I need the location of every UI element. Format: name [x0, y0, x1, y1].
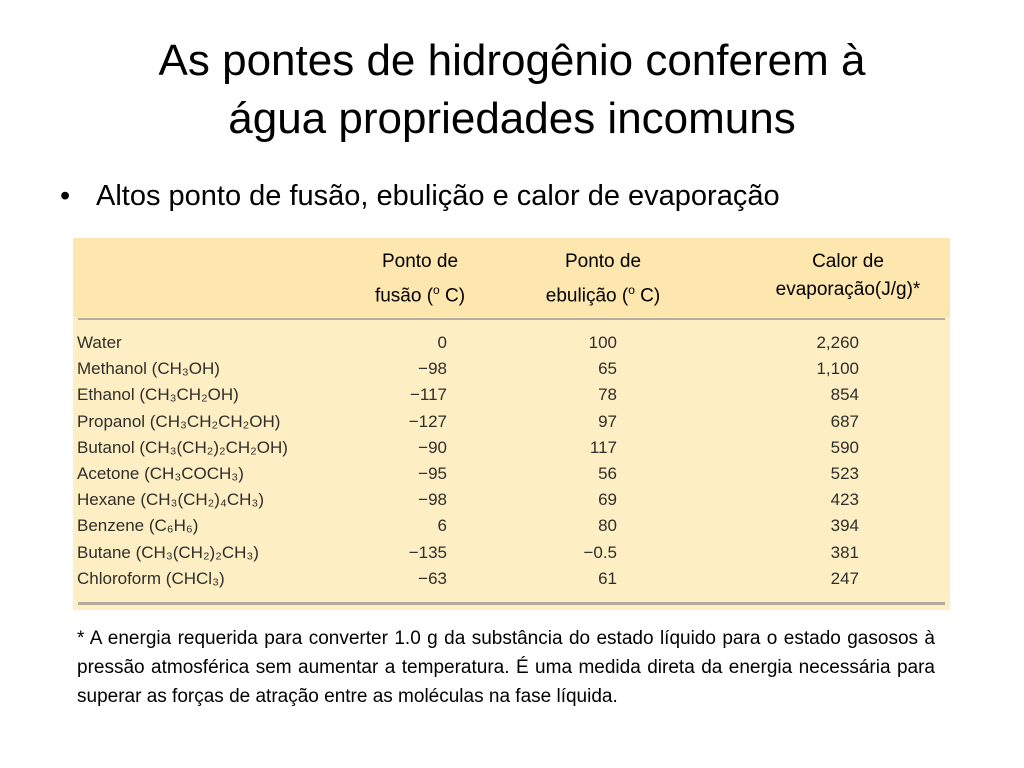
row-name: Water [77, 333, 122, 352]
row-evaporation: 423 [830, 490, 859, 510]
row-melting: −63 [418, 568, 447, 588]
row-name: Methanol (CH₃OH) [77, 359, 220, 379]
title-line-1: As pontes de hidrogênio conferem à [158, 36, 866, 85]
header-melting-point [353, 248, 487, 310]
row-melting: −95 [418, 463, 447, 483]
row-name: Chloroform (CHCl₃) [77, 568, 225, 588]
row-melting: 6 [437, 516, 447, 536]
row-boiling: 56 [598, 463, 617, 483]
slide-title [0, 32, 1024, 148]
row-melting: −98 [418, 359, 447, 379]
row-evaporation: 687 [830, 411, 859, 431]
header-boiling-text: ebulição ( [545, 285, 629, 307]
row-name: Propanol (CH₃CH₂CH₂OH) [77, 411, 281, 431]
row-evaporation: 1,100 [816, 359, 859, 379]
table-row [77, 356, 947, 382]
row-evaporation: 394 [830, 516, 859, 536]
footnote: * A energia requerida para converter 1.0 g da substância do estado líquido para o estado gasosos à pressão atmosférica sem aumentar a temperatura. É uma medida direta da energia necessária para superar as forças de atração entre as moléculas na fase líquida. [77, 628, 935, 707]
header-melting-line2 [353, 276, 487, 310]
row-evaporation: 2,260 [816, 333, 859, 352]
table-row [77, 566, 947, 592]
row-name: Butanol (CH₃(CH₂)₂CH₂OH) [77, 437, 288, 457]
header-boiling-line2 [528, 276, 678, 310]
row-melting: −127 [408, 411, 447, 431]
table-bottom-rule [78, 602, 945, 605]
header-melting-degree: o [433, 283, 440, 297]
table-row [77, 540, 947, 566]
title-line-2: água propriedades incomuns [228, 94, 796, 143]
row-evaporation: 247 [830, 568, 859, 588]
table-body [77, 330, 947, 592]
row-boiling: −0.5 [583, 542, 617, 562]
row-boiling: 117 [589, 437, 617, 457]
table-row [77, 435, 947, 461]
row-boiling: 97 [598, 411, 617, 431]
table-row [77, 513, 947, 539]
row-boiling: 65 [598, 359, 617, 379]
bullet-text: Altos ponto de fusão, ebulição e calor de evaporação [96, 180, 780, 212]
header-boiling-point [528, 248, 678, 310]
table-row [77, 382, 947, 408]
row-melting: −90 [418, 437, 447, 457]
row-melting: 0 [437, 333, 447, 352]
row-evaporation: 381 [830, 542, 859, 562]
properties-table [73, 238, 950, 610]
row-name: Ethanol (CH₃CH₂OH) [77, 385, 239, 405]
row-evaporation: 854 [830, 385, 859, 405]
header-melting-line1: Ponto de [381, 251, 459, 272]
header-melting-text: fusão ( [374, 285, 434, 307]
row-name: Benzene (C₆H₆) [77, 516, 199, 536]
table-row [77, 461, 947, 487]
row-boiling: 61 [598, 568, 617, 588]
row-boiling: 69 [598, 490, 617, 510]
table-row [77, 409, 947, 435]
row-melting: −135 [408, 542, 447, 562]
header-evap-line2: evaporação(J/g)* [775, 279, 921, 300]
row-melting: −117 [409, 385, 447, 405]
header-evap-line1: Calor de [812, 251, 884, 272]
row-name: Acetone (CH₃COCH₃) [77, 463, 244, 483]
row-boiling: 80 [598, 516, 617, 536]
table-row [77, 487, 947, 513]
header-boiling-degree: o [628, 283, 635, 297]
table-top-rule [78, 318, 945, 320]
row-evaporation: 523 [830, 463, 859, 483]
bullet-point [60, 180, 780, 213]
row-boiling: 78 [598, 385, 617, 405]
row-melting: −98 [418, 490, 447, 510]
header-boiling-unit: C) [634, 285, 661, 307]
row-boiling: 100 [588, 333, 617, 352]
row-name: Butane (CH₃(CH₂)₂CH₃) [77, 542, 259, 562]
header-evaporation-heat [753, 248, 943, 304]
header-boiling-line1: Ponto de [564, 251, 642, 272]
header-melting-unit: C) [439, 285, 466, 307]
row-name: Hexane (CH₃(CH₂)₄CH₃) [77, 490, 265, 510]
bullet-dot: • [60, 180, 71, 212]
row-evaporation: 590 [830, 437, 859, 457]
table-row [77, 330, 947, 356]
